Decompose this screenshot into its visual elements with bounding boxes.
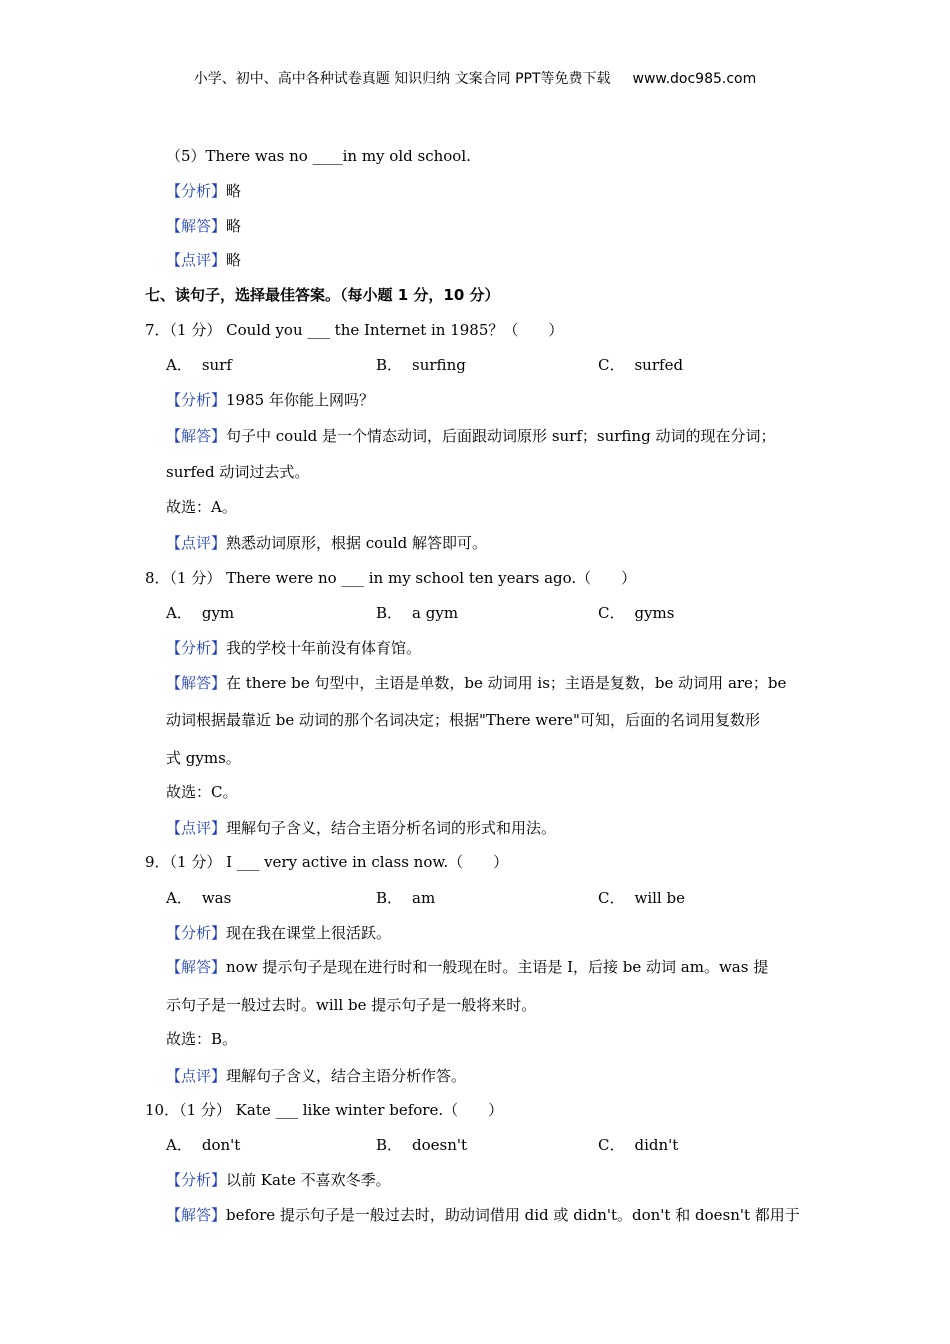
option-letter: B．: [376, 604, 403, 622]
q10-answer: [166, 1205, 800, 1225]
answer-text: now 提示句子是现在进行时和一般现在时。主语是 I，后接 be 动词 am。was 提: [226, 958, 769, 976]
comment-text: 熟悉动词原形，根据 could 解答即可。: [226, 534, 488, 552]
q9-comment: [166, 1066, 466, 1086]
answer-text: 句子中 could 是一个情态动词，后面跟动词原形 surf；surfing 动词的现在分词；: [226, 427, 776, 445]
option-text: don't: [201, 1136, 241, 1154]
q10-option-b: [376, 1135, 467, 1155]
option-text: will be: [634, 889, 685, 907]
q9-option-c: [598, 888, 685, 908]
q9-option-a: [166, 888, 231, 908]
q8-comment: [166, 818, 556, 838]
q7-analysis: [166, 390, 374, 410]
option-text: gyms: [634, 604, 675, 622]
q9-answer-cont: 示句子是一般过去时。will be 提示句子是一般将来时。: [166, 996, 537, 1014]
analysis-tag: 【分析】: [166, 924, 227, 942]
analysis-tag: 【分析】: [166, 182, 227, 200]
option-letter: C．: [598, 889, 625, 907]
option-text: am: [412, 889, 436, 907]
q7-answer: [166, 426, 775, 446]
q5-answer: [166, 216, 241, 236]
option-text: surfed: [634, 356, 684, 374]
q8-answer-cont-2: 式 gyms。: [166, 749, 241, 767]
q5-comment: [166, 250, 241, 270]
answer-tag: 【解答】: [166, 1206, 227, 1224]
answer-tag: 【解答】: [166, 427, 227, 445]
q5-stem: （5）There was no ____in my old school.: [166, 147, 471, 165]
option-letter: C．: [598, 1136, 625, 1154]
q10-option-c: [598, 1135, 678, 1155]
q8-option-a: [166, 603, 234, 623]
answer-text: 略: [226, 217, 242, 235]
answer-text: 在 there be 句型中，主语是单数，be 动词用 is；主语是复数，be 动词用 are；be: [226, 674, 787, 692]
comment-tag: 【点评】: [166, 1067, 227, 1085]
analysis-tag: 【分析】: [166, 391, 227, 409]
comment-text: 略: [226, 251, 242, 269]
q8-answer: [166, 673, 786, 693]
q7-option-c: [598, 355, 683, 375]
q5-analysis: [166, 181, 241, 201]
header-url: www.doc985.com: [632, 71, 757, 87]
option-letter: A．: [166, 889, 192, 907]
option-text: didn't: [634, 1136, 679, 1154]
answer-tag: 【解答】: [166, 217, 227, 235]
option-letter: A．: [166, 1136, 192, 1154]
analysis-tag: 【分析】: [166, 1171, 227, 1189]
option-text: was: [201, 889, 232, 907]
q10-stem: 10．（1 分） Kate ___ like winter before.（ ）: [145, 1101, 504, 1119]
q8-answer-cont-1: 动词根据最靠近 be 动词的那个名词决定；根据"There were"可知，后面的名词用复数形: [166, 711, 760, 729]
option-letter: C．: [598, 604, 625, 622]
q9-option-b: [376, 888, 435, 908]
option-text: a gym: [412, 604, 459, 622]
q9-analysis: [166, 923, 391, 943]
option-letter: C．: [598, 356, 625, 374]
comment-tag: 【点评】: [166, 251, 227, 269]
q7-option-a: [166, 355, 232, 375]
q8-analysis: [166, 638, 421, 658]
option-text: surfing: [412, 356, 466, 374]
page-header: [0, 68, 950, 88]
comment-text: 理解句子含义，结合主语分析作答。: [226, 1067, 467, 1085]
option-text: doesn't: [412, 1136, 468, 1154]
q7-option-b: [376, 355, 466, 375]
q7-choice: 故选：A。: [166, 498, 237, 516]
answer-tag: 【解答】: [166, 674, 227, 692]
section-title: 七、读句子，选择最佳答案。（每小题 1 分，10 分）: [145, 286, 500, 304]
option-text: gym: [201, 604, 235, 622]
option-text: surf: [201, 356, 232, 374]
q7-stem: 7．（1 分） Could you ___ the Internet in 1985？（ ）: [145, 321, 564, 339]
q7-answer-cont: surfed 动词过去式。: [166, 463, 310, 481]
q9-stem: 9．（1 分） I ___ very active in class now.（ ）: [145, 853, 509, 871]
q8-choice: 故选：C。: [166, 783, 238, 801]
q9-answer: [166, 957, 768, 977]
q10-analysis: [166, 1170, 391, 1190]
analysis-text: 现在我在课堂上很活跃。: [226, 924, 392, 942]
analysis-text: 我的学校十年前没有体育馆。: [226, 639, 422, 657]
comment-tag: 【点评】: [166, 534, 227, 552]
option-letter: B．: [376, 1136, 403, 1154]
option-letter: B．: [376, 889, 403, 907]
analysis-tag: 【分析】: [166, 639, 227, 657]
q8-stem: 8．（1 分） There were no ___ in my school ten years ago.（ ）: [145, 569, 637, 587]
analysis-text: 1985 年你能上网吗？: [226, 391, 374, 409]
analysis-text: 略: [226, 182, 242, 200]
analysis-text: 以前 Kate 不喜欢冬季。: [226, 1171, 391, 1189]
q9-choice: 故选：B。: [166, 1030, 238, 1048]
header-text: 小学、初中、高中各种试卷真题 知识归纳 文案合同 PPT等免费下载: [193, 71, 611, 87]
q8-option-b: [376, 603, 458, 623]
comment-text: 理解句子含义，结合主语分析名词的形式和用法。: [226, 819, 557, 837]
answer-text: before 提示句子是一般过去时，助动词借用 did 或 didn't。don't 和 doesn't 都用于: [226, 1206, 800, 1224]
answer-tag: 【解答】: [166, 958, 227, 976]
q8-option-c: [598, 603, 674, 623]
comment-tag: 【点评】: [166, 819, 227, 837]
option-letter: A．: [166, 356, 192, 374]
option-letter: B．: [376, 356, 403, 374]
option-letter: A．: [166, 604, 192, 622]
q7-comment: [166, 533, 487, 553]
q10-option-a: [166, 1135, 240, 1155]
